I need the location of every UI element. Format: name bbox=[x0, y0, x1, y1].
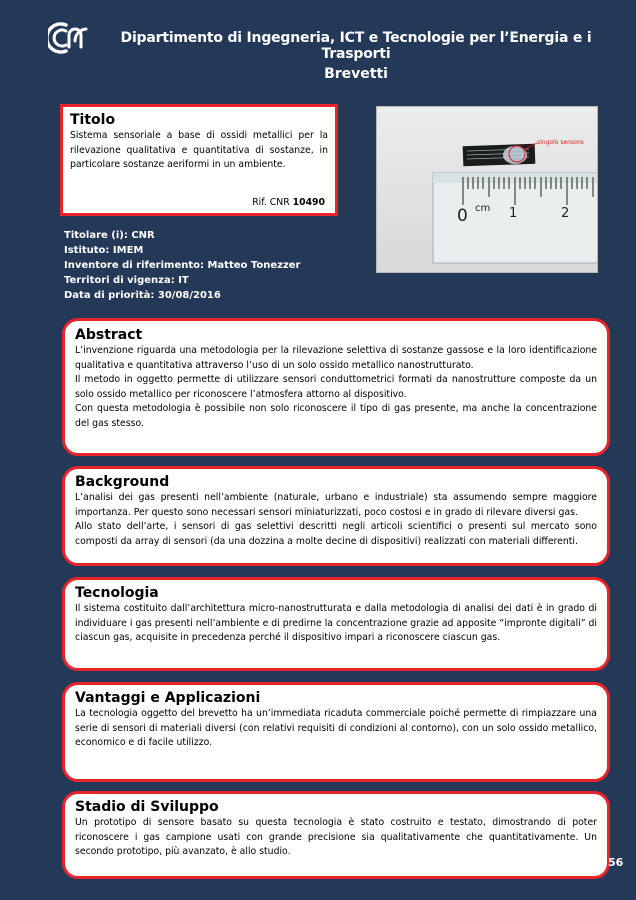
background-box bbox=[62, 466, 610, 566]
info-inventore: Inventore di riferimento: Matteo Tonezzer bbox=[64, 260, 301, 271]
stadio-p1: Un prototipo di sensore basato su questa tecnologia è stato costruito e testato, dimostrando di poter riconoscere i gas campione usati con grande precisione sia qualitativamente che quantitativamente. Un secondo prototipo, più avanzato, è allo studio. bbox=[75, 817, 597, 857]
ref-number: 10490 bbox=[292, 197, 325, 208]
info-titolare: Titolare (i): CNR bbox=[64, 230, 155, 241]
titolo-heading: Titolo bbox=[70, 112, 116, 128]
reference bbox=[252, 197, 325, 208]
titolo-text: Sistema sensoriale a base di ossidi metallici per la rilevazione qualitativa e quantitativa di sostanze, in particolare sostanze aeriformi in un ambiente. bbox=[70, 130, 328, 170]
background-p2: Allo stato dell’arte, i sensori di gas selettivi descritti negli articoli scientifici o presenti sul mercato sono composti da array di sensori (da una dozzina a molte decine di dispositivi) realizzati con materiali differenti. bbox=[75, 521, 597, 547]
stadio-box bbox=[62, 791, 610, 879]
abstract-p2: Il metodo in oggetto permette di utilizzare sensori conduttometrici formati da nanostrutture composte da un solo ossido metallico per riconoscere l’atmosfera attorno al dispositivo. bbox=[75, 374, 597, 400]
abstract-p1: L’invenzione riguarda una metodologia per la rilevazione selettiva di sostanze gassose e la loro identificazione qualitativa e quantitativa attraverso l’uso di un solo ossido metallico nanostrutturato. bbox=[75, 345, 597, 371]
ruler-label-1: 1 bbox=[509, 206, 518, 221]
patent-info bbox=[64, 228, 301, 303]
stadio-heading: Stadio di Sviluppo bbox=[75, 799, 219, 815]
page-number: 56 bbox=[608, 856, 624, 869]
vantaggi-box bbox=[62, 682, 610, 782]
abstract-p3: Con questa metodologia è possibile non solo riconoscere il tipo di gas presente, ma anche la concentrazione del gas stesso. bbox=[75, 403, 597, 429]
background-p1: L’analisi dei gas presenti nell’ambiente (naturale, urbano e industriale) sta assumendo sempre maggiore importanza. Per questo sono necessari sensori miniaturizzati, poco costosi e in grado di rilevare diversi gas. bbox=[75, 492, 597, 518]
info-territori: Territori di vigenza: IT bbox=[64, 275, 189, 286]
tecnologia-heading: Tecnologia bbox=[75, 585, 159, 601]
info-priorita: Data di priorità: 30/08/2016 bbox=[64, 290, 221, 301]
sensor-annotation: singolo sensore bbox=[537, 139, 584, 146]
sensor-photo bbox=[376, 106, 598, 273]
ruler-label-2: 2 bbox=[561, 206, 570, 221]
info-istituto: Istituto: IMEM bbox=[64, 245, 144, 256]
cnr-logo-icon bbox=[48, 21, 88, 55]
section-title: Brevetti bbox=[324, 66, 388, 82]
tecnologia-box bbox=[62, 577, 610, 671]
ruler-label-0: 0 bbox=[457, 206, 468, 226]
sensor-photo-illustration bbox=[377, 107, 598, 273]
abstract-box bbox=[62, 318, 610, 456]
tecnologia-p1: Il sistema costituito dall’architettura micro-nanostrutturata e dalla metodologia di analisi dei dati è in grado di individuare i gas presenti nell’ambiente e di predirne la concentrazione grazie ad apposite “impronte digitali” di ciascun gas, acquisite in precedenza perché il dispositivo impari a riconoscere ciascun gas. bbox=[75, 603, 597, 643]
vantaggi-heading: Vantaggi e Applicazioni bbox=[75, 690, 261, 706]
abstract-heading: Abstract bbox=[75, 327, 143, 343]
ruler-label-cm: cm bbox=[475, 203, 491, 214]
department-title: Dipartimento di Ingegneria, ICT e Tecnologie per l’Energia e i Trasporti bbox=[120, 30, 592, 62]
titolo-box bbox=[60, 104, 338, 216]
background-heading: Background bbox=[75, 474, 170, 490]
ref-label: Rif. CNR bbox=[252, 197, 290, 208]
vantaggi-p1: La tecnologia oggetto del brevetto ha un’immediata ricaduta commerciale poiché permette di rimpiazzare una serie di sensori di materiali diversi (con relativi requisiti di condizioni al contorno), con un solo ossido metallico, economico e di facile utilizzo. bbox=[75, 708, 597, 748]
